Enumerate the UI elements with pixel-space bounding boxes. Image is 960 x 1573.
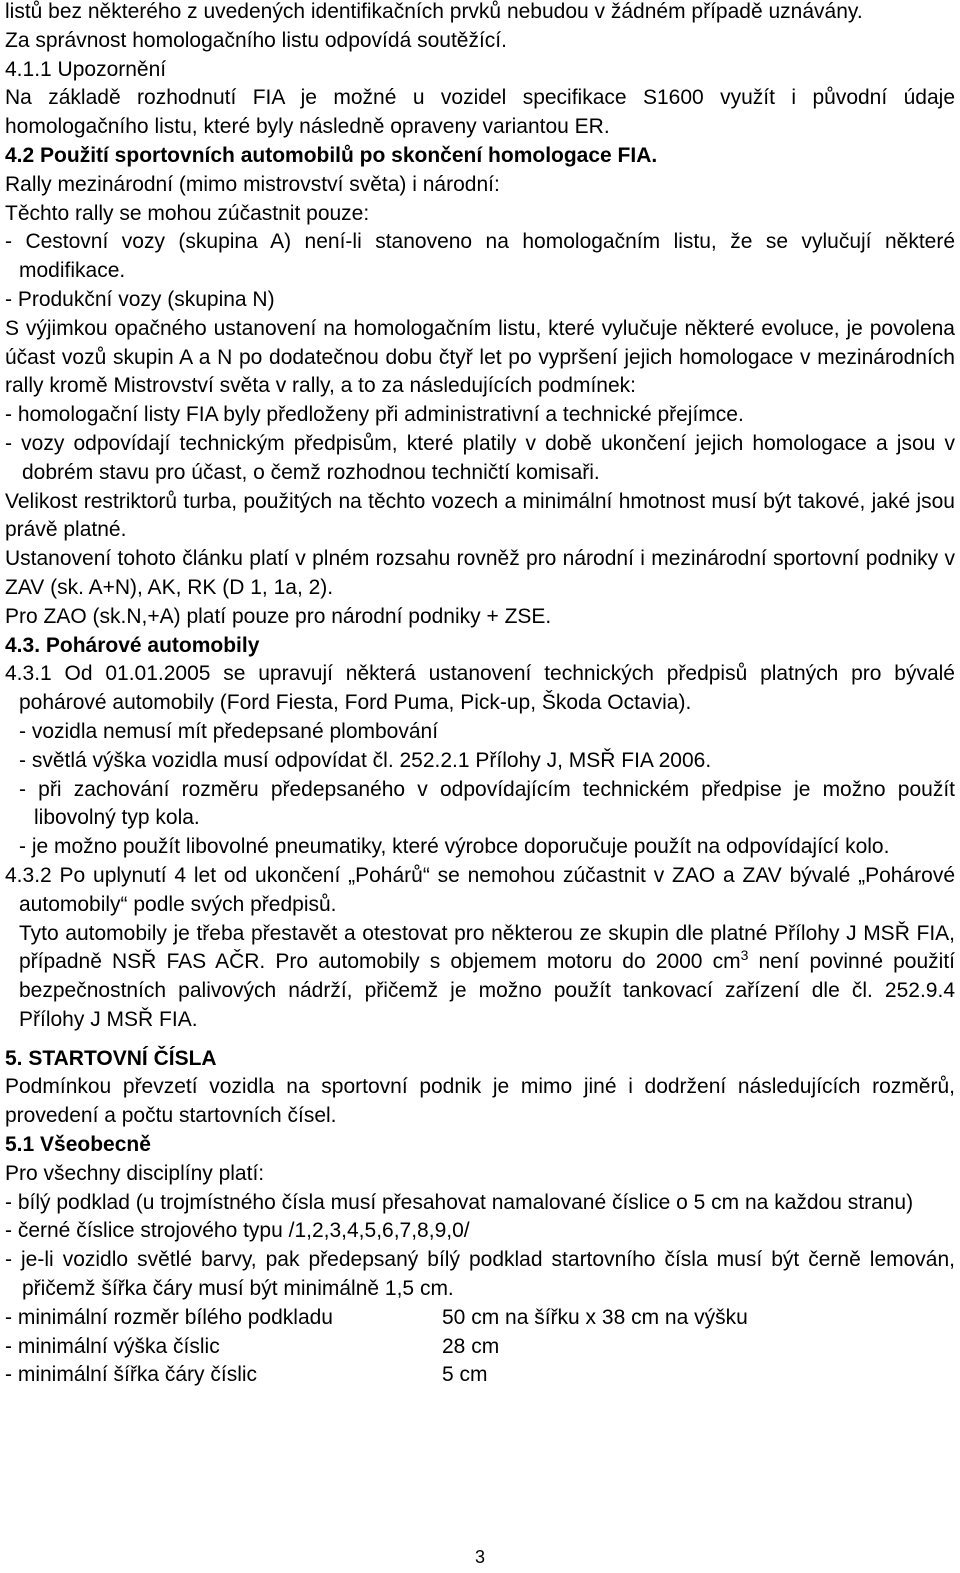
paragraph-all-disciplines: Pro všechny disciplíny platí: xyxy=(5,1161,265,1185)
paragraph-restrictors: Velikost restriktorů turba, použitých na těchto vozech a minimální hmotnost musí být takové, jaké jsou právě platné. xyxy=(5,489,955,542)
paragraph-article-scope: Ustanovení tohoto článku platí v plném rozsahu rovněž pro národní i mezinárodní sportovní podniky v ZAV (sk. A+N), AK, RK (D 1, 1a, 2). xyxy=(5,547,955,599)
list-item-group-a: - Cestovní vozy (skupina A) není-li stanoveno na homologačním listu, že se vylučují některé modifikace. xyxy=(5,230,955,283)
paragraph-rebuild-part-1: Tyto automobily je třeba přestavět a otestovat pro některou ze skupin dle platné Přílohy J MSŘ FIA, případně NSŘ FAS AČR. Pro automobily s objemem motoru do 2000 cm xyxy=(19,921,955,974)
paragraph-4-3-2: 4.3.2 Po uplynutí 4 let od ukončení „Pohárů“ se nemohou zúčastnit v ZAO a ZAV bývalé „Pohárové automobily“ podle svých předpisů. xyxy=(5,863,955,916)
paragraph-s1600: Na základě rozhodnutí FIA je možné u vozidel specifikace S1600 využít i původní údaje homologačního listu, které byly následně opraveny variantou ER. xyxy=(5,86,955,139)
paragraph-responsibility: Za správnost homologačního listu odpovídá soutěžící. xyxy=(5,28,507,52)
heading-4-2: 4.2 Použití sportovních automobilů po skončení homologace FIA. xyxy=(5,143,658,167)
list-item-ground-clearance: - světlá výška vozidla musí odpovídat čl. 252.2.1 Přílohy J, MSŘ FIA 2006. xyxy=(19,748,712,772)
document-page xyxy=(5,0,955,1390)
heading-5-1: 5.1 Všeobecně xyxy=(5,1133,151,1157)
paragraph-rally-intro: Rally mezinárodní (mimo mistrovství světa) i národní: xyxy=(5,172,500,196)
dimension-label: - minimální výška číslic xyxy=(5,1334,220,1358)
paragraph-rebuild-part-2: není povinné použití bezpečnostních palivových nádrží, přičemž je možno použít tankovací zařízení dle čl. 252.9.4 Přílohy J MSŘ FIA. xyxy=(19,950,955,1031)
dimension-row xyxy=(5,1333,955,1362)
subheading-4-1-1: 4.1.1 Upozornění xyxy=(5,57,167,81)
list-item-homologation-sheets: - homologační listy FIA byly předloženy při administrativní a technické přejímce. xyxy=(5,403,744,427)
paragraph-rebuild xyxy=(5,920,955,1035)
list-item-wheels: - při zachování rozměru předepsaného v odpovídajícím technickém předpise je možno použít libovolný typ kola. xyxy=(19,777,955,830)
heading-5: 5. STARTOVNÍ ČÍSLA xyxy=(5,1046,217,1070)
paragraph-start-numbers: Podmínkou převzetí vozidla na sportovní podnik je mimo jiné i dodržení následujících rozměrů, provedení a počtu startovních čísel. xyxy=(5,1075,955,1128)
dimension-value: 5 cm xyxy=(442,1363,488,1387)
paragraph-4-3-1: 4.3.1 Od 01.01.2005 se upravují některá ustanovení technických předpisů platných pro bývalé pohárové automobily (Ford Fiesta, Ford Puma, Pick-up, Škoda Octavia). xyxy=(5,662,955,715)
dimension-row xyxy=(5,1361,955,1390)
superscript-cubic: 3 xyxy=(740,947,749,964)
paragraph-identification: listů bez některého z uvedených identifikačních prvků nebudou v žádném případě uznávány. xyxy=(5,0,863,23)
list-item-group-n: - Produkční vozy (skupina N) xyxy=(5,287,275,311)
list-item-black-digits: - černé číslice strojového typu /1,2,3,4,5,6,7,8,9,0/ xyxy=(5,1219,470,1243)
paragraph-rally-only: Těchto rally se mohou zúčastnit pouze: xyxy=(5,201,370,225)
paragraph-exception: S výjimkou opačného ustanovení na homologačním listu, které vylučuje některé evoluce, je povolena účast vozů skupin A a N po dodatečnou dobu čtyř let po vypršení jejich homologace v mezinárodních rally kromě Mistrovství světa v rally, a to za následujících podmínek: xyxy=(5,316,955,398)
list-item-light-vehicle: - je-li vozidlo světlé barvy, pak předepsaný bílý podklad startovního čísla musí být černě lemován, přičemž šířka čáry musí být minimálně 1,5 cm. xyxy=(5,1248,955,1301)
dimension-label: - minimální šířka čáry číslic xyxy=(5,1363,258,1387)
paragraph-zao: Pro ZAO (sk.N,+A) platí pouze pro národní podniky + ZSE. xyxy=(5,604,552,628)
list-item-technical-rules: - vozy odpovídají technickým předpisům, které platily v době ukončení jejich homologace a jsou v dobrém stavu pro účast, o čemž rozhodnou techničtí komisaři. xyxy=(5,431,955,484)
heading-4-3: 4.3. Pohárové automobily xyxy=(5,633,260,657)
dimension-value: 28 cm xyxy=(442,1334,500,1358)
dimension-value: 50 cm na šířku x 38 cm na výšku xyxy=(442,1305,748,1329)
dimension-row xyxy=(5,1304,955,1333)
page-number: 3 xyxy=(474,1547,485,1567)
list-item-white-background: - bílý podklad (u trojmístného čísla musí přesahovat namalované číslice o 5 cm na každou stranu) xyxy=(5,1190,914,1214)
list-item-sealing: - vozidla nemusí mít předepsané plombování xyxy=(19,719,439,743)
list-item-tyres: - je možno použít libovolné pneumatiky, které výrobce doporučuje použít na odpovídající kolo. xyxy=(19,835,890,859)
dimension-label: - minimální rozměr bílého podkladu xyxy=(5,1305,333,1329)
